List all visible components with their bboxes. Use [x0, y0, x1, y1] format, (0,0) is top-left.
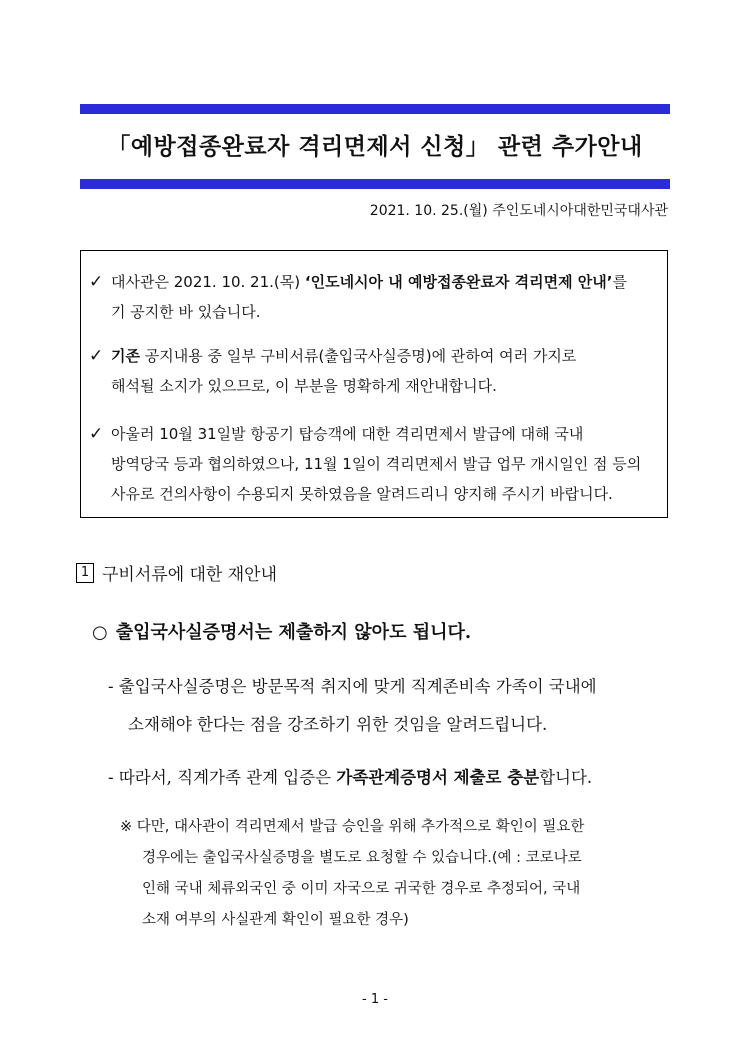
title-bar-top — [80, 104, 670, 114]
circle-point — [92, 618, 471, 644]
notice-item-1-line2: 기 공지한 바 있습니다. — [111, 303, 261, 321]
note-line-3: 인해 국내 체류외국인 중 이미 자국으로 귀국한 경우로 추정되어, 국내 — [142, 881, 581, 897]
notice-item-2-bold: 기존 — [111, 347, 140, 365]
note-line-2: 경우에는 출입국사실증명을 별도로 요청할 수 있습니다.(예 : 코로나로 — [142, 850, 582, 866]
document-title: 「예방접종완료자 격리면제서 신청」 관련 추가안내 — [107, 134, 643, 160]
notice-item-3-line3: 사유로 건의사항이 수용되지 못하였음을 알려드리니 양지해 주시기 바랍니다. — [111, 485, 613, 503]
title-bar-bottom — [80, 179, 670, 189]
notice-item-2 — [89, 341, 661, 401]
note-line-1: ※ 다만, 대사관이 격리면제서 발급 승인을 위해 추가적으로 확인이 필요한 — [120, 819, 585, 835]
notice-item-3-line2: 방역당국 등과 협의하였으나, 11월 1일이 격리면제서 발급 업무 개시일인 점 등의 — [111, 455, 642, 473]
check-icon: ✓ — [89, 346, 104, 366]
dash-point-2-post: 합니다. — [539, 768, 593, 787]
notice-item-1-post: 를 — [612, 273, 627, 291]
page-number: - 1 - — [362, 992, 388, 1007]
notice-item-1 — [89, 267, 661, 327]
section-1-title: 구비서류에 대한 재안내 — [102, 565, 278, 585]
notice-item-1-bold: ‘인도네시아 내 예방접종완료자 격리면제 안내’ — [304, 273, 613, 291]
section-number-box: 1 — [76, 563, 94, 583]
dash-point-2 — [108, 764, 678, 788]
circle-bullet-icon: ○ — [92, 622, 108, 643]
dash-point-2-bold: 가족관계증명서 제출로 충분 — [336, 768, 540, 787]
circle-point-text: 출입국사실증명서는 제출하지 않아도 됩니다. — [115, 622, 472, 643]
note-line-4: 소재 여부의 사실관계 확인이 필요한 경우) — [142, 912, 409, 928]
dash-point-2-pre: - 따라서, 직계가족 관계 입증은 — [108, 768, 337, 787]
reference-note — [120, 812, 686, 936]
notice-item-2-line2: 해석될 소지가 있으므로, 이 부분을 명확하게 재안내합니다. — [111, 377, 497, 395]
dash-point-1-line2: 소재해야 한다는 점을 강조하기 위한 것임을 알려드립니다. — [128, 715, 548, 734]
section-1-heading — [76, 560, 277, 585]
check-icon: ✓ — [89, 272, 104, 292]
dash-point-1 — [108, 668, 678, 744]
notice-item-3-line1: 아울러 10월 31일발 항공기 탑승객에 대한 격리면제서 발급에 대해 국내 — [111, 425, 584, 443]
notice-item-2-post: 공지내용 중 일부 구비서류(출입국사실증명)에 관하여 여러 가지로 — [139, 347, 577, 365]
dash-point-1-line1: - 출입국사실증명은 방문목적 취지에 맞게 직계존비속 가족이 국내에 — [108, 677, 597, 696]
notice-item-1-pre: 대사관은 2021. 10. 21.(목) — [111, 273, 305, 291]
notice-box — [80, 250, 668, 518]
notice-item-3 — [89, 419, 661, 509]
dateline: 2021. 10. 25.(월) 주인도네시아대한민국대사관 — [369, 203, 668, 219]
check-icon: ✓ — [89, 424, 104, 444]
